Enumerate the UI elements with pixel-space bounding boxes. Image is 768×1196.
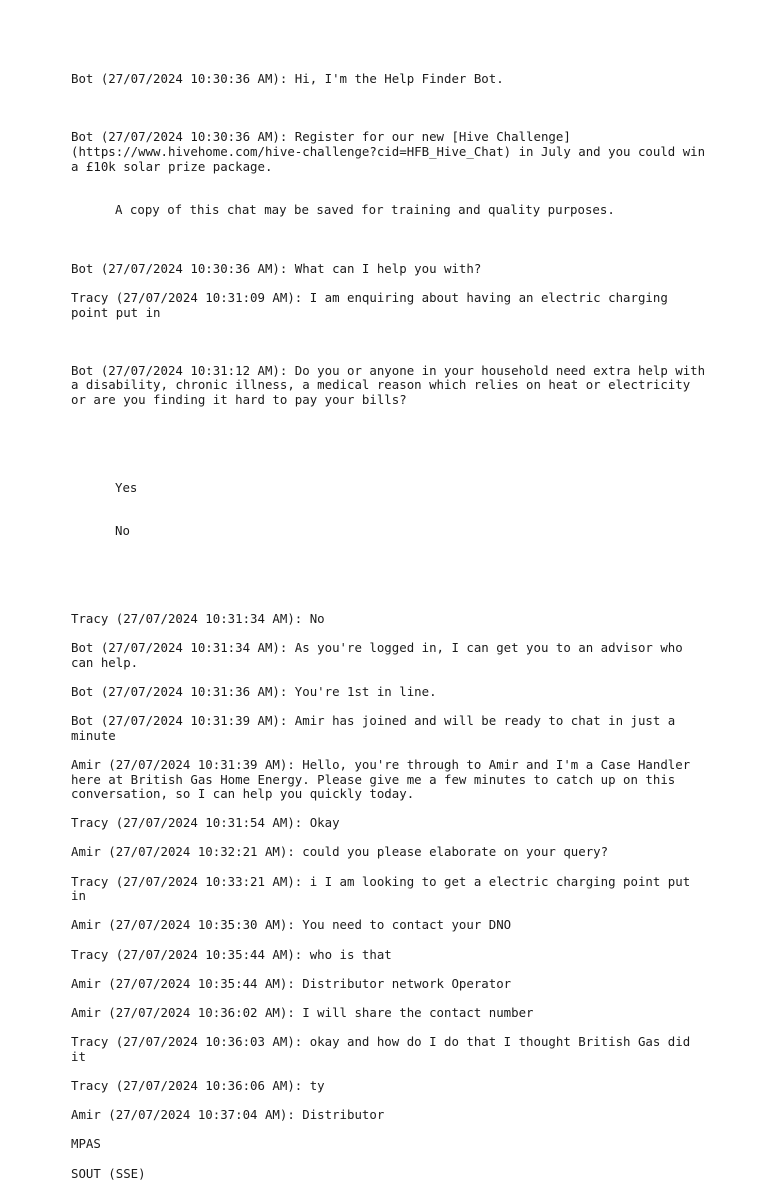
message-19: Tracy (27/07/2024 10:36:06 AM): ty (71, 1077, 325, 1093)
message-10: Amir (27/07/2024 10:31:39 AM): Hello, you're through to Amir and I'm a Case Handler here at British Gas Home Energy. Please give me a few minutes to catch up on this conversation, so I can help you quickly today. (71, 756, 698, 802)
message-20: Amir (27/07/2024 10:37:04 AM): Distributor (71, 1107, 385, 1123)
message-15: Tracy (27/07/2024 10:35:44 AM): who is that (71, 946, 392, 962)
message-2-text: Bot (27/07/2024 10:30:36 AM): Register for our new [Hive Challenge](https://www.hivehome.com/hive-challenge?cid=HFB_Hive_Chat) in July and you could win a £10k solar prize package. (71, 129, 713, 174)
option-no: No (115, 523, 130, 539)
message-18: Tracy (27/07/2024 10:36:03 AM): okay and how do I do that I thought British Gas did it (71, 1034, 698, 1064)
message-21: MPAS (71, 1136, 101, 1152)
message-5-options (71, 451, 711, 568)
message-5-text: Bot (27/07/2024 10:31:12 AM): Do you or anyone in your household need extra help with a disability, chronic illness, a medical reason which relies on heat or electricity or are you finding it hard to pay your bills? (71, 362, 713, 408)
message-2 (71, 101, 711, 247)
message-5 (71, 335, 711, 598)
message-3: Bot (27/07/2024 10:30:36 AM): What can I help you with? (71, 260, 482, 276)
message-2-note: A copy of this chat may be saved for training and quality purposes. (115, 202, 615, 218)
message-4: Tracy (27/07/2024 10:31:09 AM): I am enquiring about having an electric charging point put in (71, 289, 676, 320)
message-12: Amir (27/07/2024 10:32:21 AM): could you please elaborate on your query? (71, 844, 609, 860)
message-9: Bot (27/07/2024 10:31:39 AM): Amir has joined and will be ready to chat in just a minute (71, 713, 683, 743)
message-17: Amir (27/07/2024 10:36:02 AM): I will share the contact number (71, 1005, 534, 1020)
message-7: Bot (27/07/2024 10:31:34 AM): As you're logged in, I can get you to an advisor who can help. (71, 640, 691, 670)
message-8: Bot (27/07/2024 10:31:36 AM): You're 1st in line. (71, 683, 437, 699)
message-22: SOUT (SSE) (71, 1165, 146, 1181)
message-13: Tracy (27/07/2024 10:33:21 AM): i I am looking to get a electric charging point put in (71, 873, 698, 904)
option-yes: Yes (115, 479, 138, 495)
message-16: Amir (27/07/2024 10:35:44 AM): Distributor network Operator (71, 975, 512, 991)
message-11: Tracy (27/07/2024 10:31:54 AM): Okay (71, 815, 340, 831)
message-6: Tracy (27/07/2024 10:31:34 AM): No (71, 610, 325, 626)
message-1: Bot (27/07/2024 10:30:36 AM): Hi, I'm the Help Finder Bot. (71, 71, 504, 86)
chat-transcript (71, 72, 711, 1196)
message-14: Amir (27/07/2024 10:35:30 AM): You need to contact your DNO (71, 917, 512, 933)
